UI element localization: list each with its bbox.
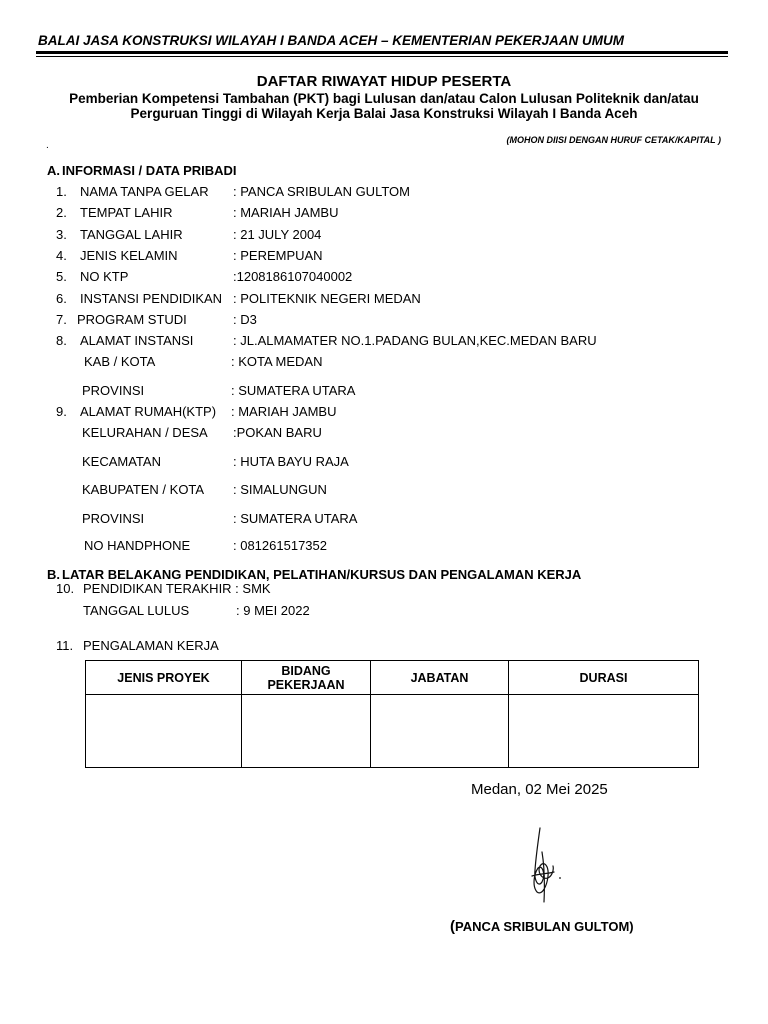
row-value: : POLITEKNIK NEGERI MEDAN	[233, 291, 421, 306]
row-label: ALAMAT INSTANSI	[80, 333, 194, 348]
stray-dot: .	[46, 140, 49, 151]
row-value: : SUMATERA UTARA	[233, 511, 358, 526]
row-number: 4.	[56, 248, 67, 263]
row-number: 1.	[56, 184, 67, 199]
subtitle-line-1: Pemberian Kompetensi Tambahan (PKT) bagi Lulusan dan/atau Calon Lulusan Politeknik dan/atau	[69, 91, 699, 106]
row-value: : PEREMPUAN	[233, 248, 323, 263]
section-b-title: LATAR BELAKANG PENDIDIKAN, PELATIHAN/KURSUS DAN PENGALAMAN KERJA	[62, 567, 582, 582]
row-number: 9.	[56, 404, 67, 419]
row-value: : D3	[233, 312, 257, 327]
edu-number: 10.	[56, 581, 75, 596]
row-value: :POKAN BARU	[233, 425, 322, 440]
row-number: 5.	[56, 269, 67, 284]
last-education: PENDIDIKAN TERAKHIR : SMK	[83, 581, 271, 596]
cell-field-of-work[interactable]	[242, 695, 371, 768]
row-label: TEMPAT LAHIR	[80, 205, 173, 220]
row-value: : SIMALUNGUN	[233, 482, 327, 497]
row-number: 7.	[56, 312, 67, 327]
row-label: KECAMATAN	[82, 454, 161, 469]
row-label: KABUPATEN / KOTA	[82, 482, 205, 497]
subtitle-line-2: Perguruan Tinggi di Wilayah Kerja Balai Jasa Konstruksi Wilayah I Banda Aceh	[130, 106, 638, 121]
row-label: PROVINSI	[82, 383, 145, 398]
table-header-row	[86, 661, 699, 695]
header-rule-thick	[36, 51, 728, 54]
institution-header: BALAI JASA KONSTRUKSI WILAYAH I BANDA ACEH – KEMENTERIAN PEKERJAAN UMUM	[38, 33, 625, 48]
row-label: TANGGAL LAHIR	[80, 227, 183, 242]
table-row	[86, 695, 699, 768]
graduation-value: : 9 MEI 2022	[236, 603, 310, 618]
row-label: KAB / KOTA	[84, 354, 156, 369]
exp-number: 11.	[56, 638, 74, 653]
row-number: 6.	[56, 291, 67, 306]
header-duration: DURASI	[509, 661, 699, 695]
row-number: 3.	[56, 227, 67, 242]
row-value: : MARIAH JAMBU	[233, 205, 339, 220]
signer-name-text: PANCA SRIBULAN GULTOM)	[455, 919, 634, 934]
cell-position[interactable]	[371, 695, 509, 768]
row-number: 2.	[56, 205, 67, 220]
row-label: NAMA TANPA GELAR	[80, 184, 209, 199]
row-label: PROGRAM STUDI	[77, 312, 187, 327]
signer-open-paren: (	[450, 918, 455, 935]
row-value: : JL.ALMAMATER NO.1.PADANG BULAN,KEC.MEDAN BARU	[233, 333, 597, 348]
section-a-title: INFORMASI / DATA PRIBADI	[62, 163, 237, 178]
row-number: 8.	[56, 333, 67, 348]
work-experience-label: PENGALAMAN KERJA	[83, 638, 219, 653]
row-value: : 081261517352	[233, 538, 327, 553]
row-label: NO HANDPHONE	[84, 538, 191, 553]
handwritten-signature	[520, 822, 570, 907]
capital-letters-note: (MOHON DIISI DENGAN HURUF CETAK/KAPITAL )	[506, 135, 721, 145]
row-label: PROVINSI	[82, 511, 145, 526]
row-value: : MARIAH JAMBU	[231, 404, 337, 419]
header-rule-thin	[36, 56, 728, 57]
cell-project-type[interactable]	[86, 695, 242, 768]
cell-duration[interactable]	[509, 695, 699, 768]
section-a-letter: A.	[47, 163, 60, 178]
header-field-of-work: BIDANG PEKERJAAN	[242, 661, 371, 695]
signer-name	[450, 918, 634, 935]
row-label: ALAMAT RUMAH(KTP)	[80, 404, 217, 419]
row-label: INSTANSI PENDIDIKAN	[80, 291, 223, 306]
row-value: : HUTA BAYU RAJA	[233, 454, 349, 469]
section-b-letter: B.	[47, 567, 60, 582]
row-label: JENIS KELAMIN	[80, 248, 178, 263]
place-and-date: Medan, 02 Mei 2025	[471, 781, 608, 798]
graduation-label: TANGGAL LULUS	[83, 603, 190, 618]
header-project-type: JENIS PROYEK	[86, 661, 242, 695]
row-value: : 21 JULY 2004	[233, 227, 322, 242]
row-label: NO KTP	[80, 269, 129, 284]
header-position: JABATAN	[371, 661, 509, 695]
row-value: :1208186107040002	[233, 269, 353, 284]
document-title: DAFTAR RIWAYAT HIDUP PESERTA	[256, 73, 512, 90]
row-value: : KOTA MEDAN	[231, 354, 323, 369]
row-value: : PANCA SRIBULAN GULTOM	[233, 184, 410, 199]
row-label: KELURAHAN / DESA	[82, 425, 208, 440]
row-value: : SUMATERA UTARA	[231, 383, 356, 398]
work-experience-table	[85, 660, 699, 768]
